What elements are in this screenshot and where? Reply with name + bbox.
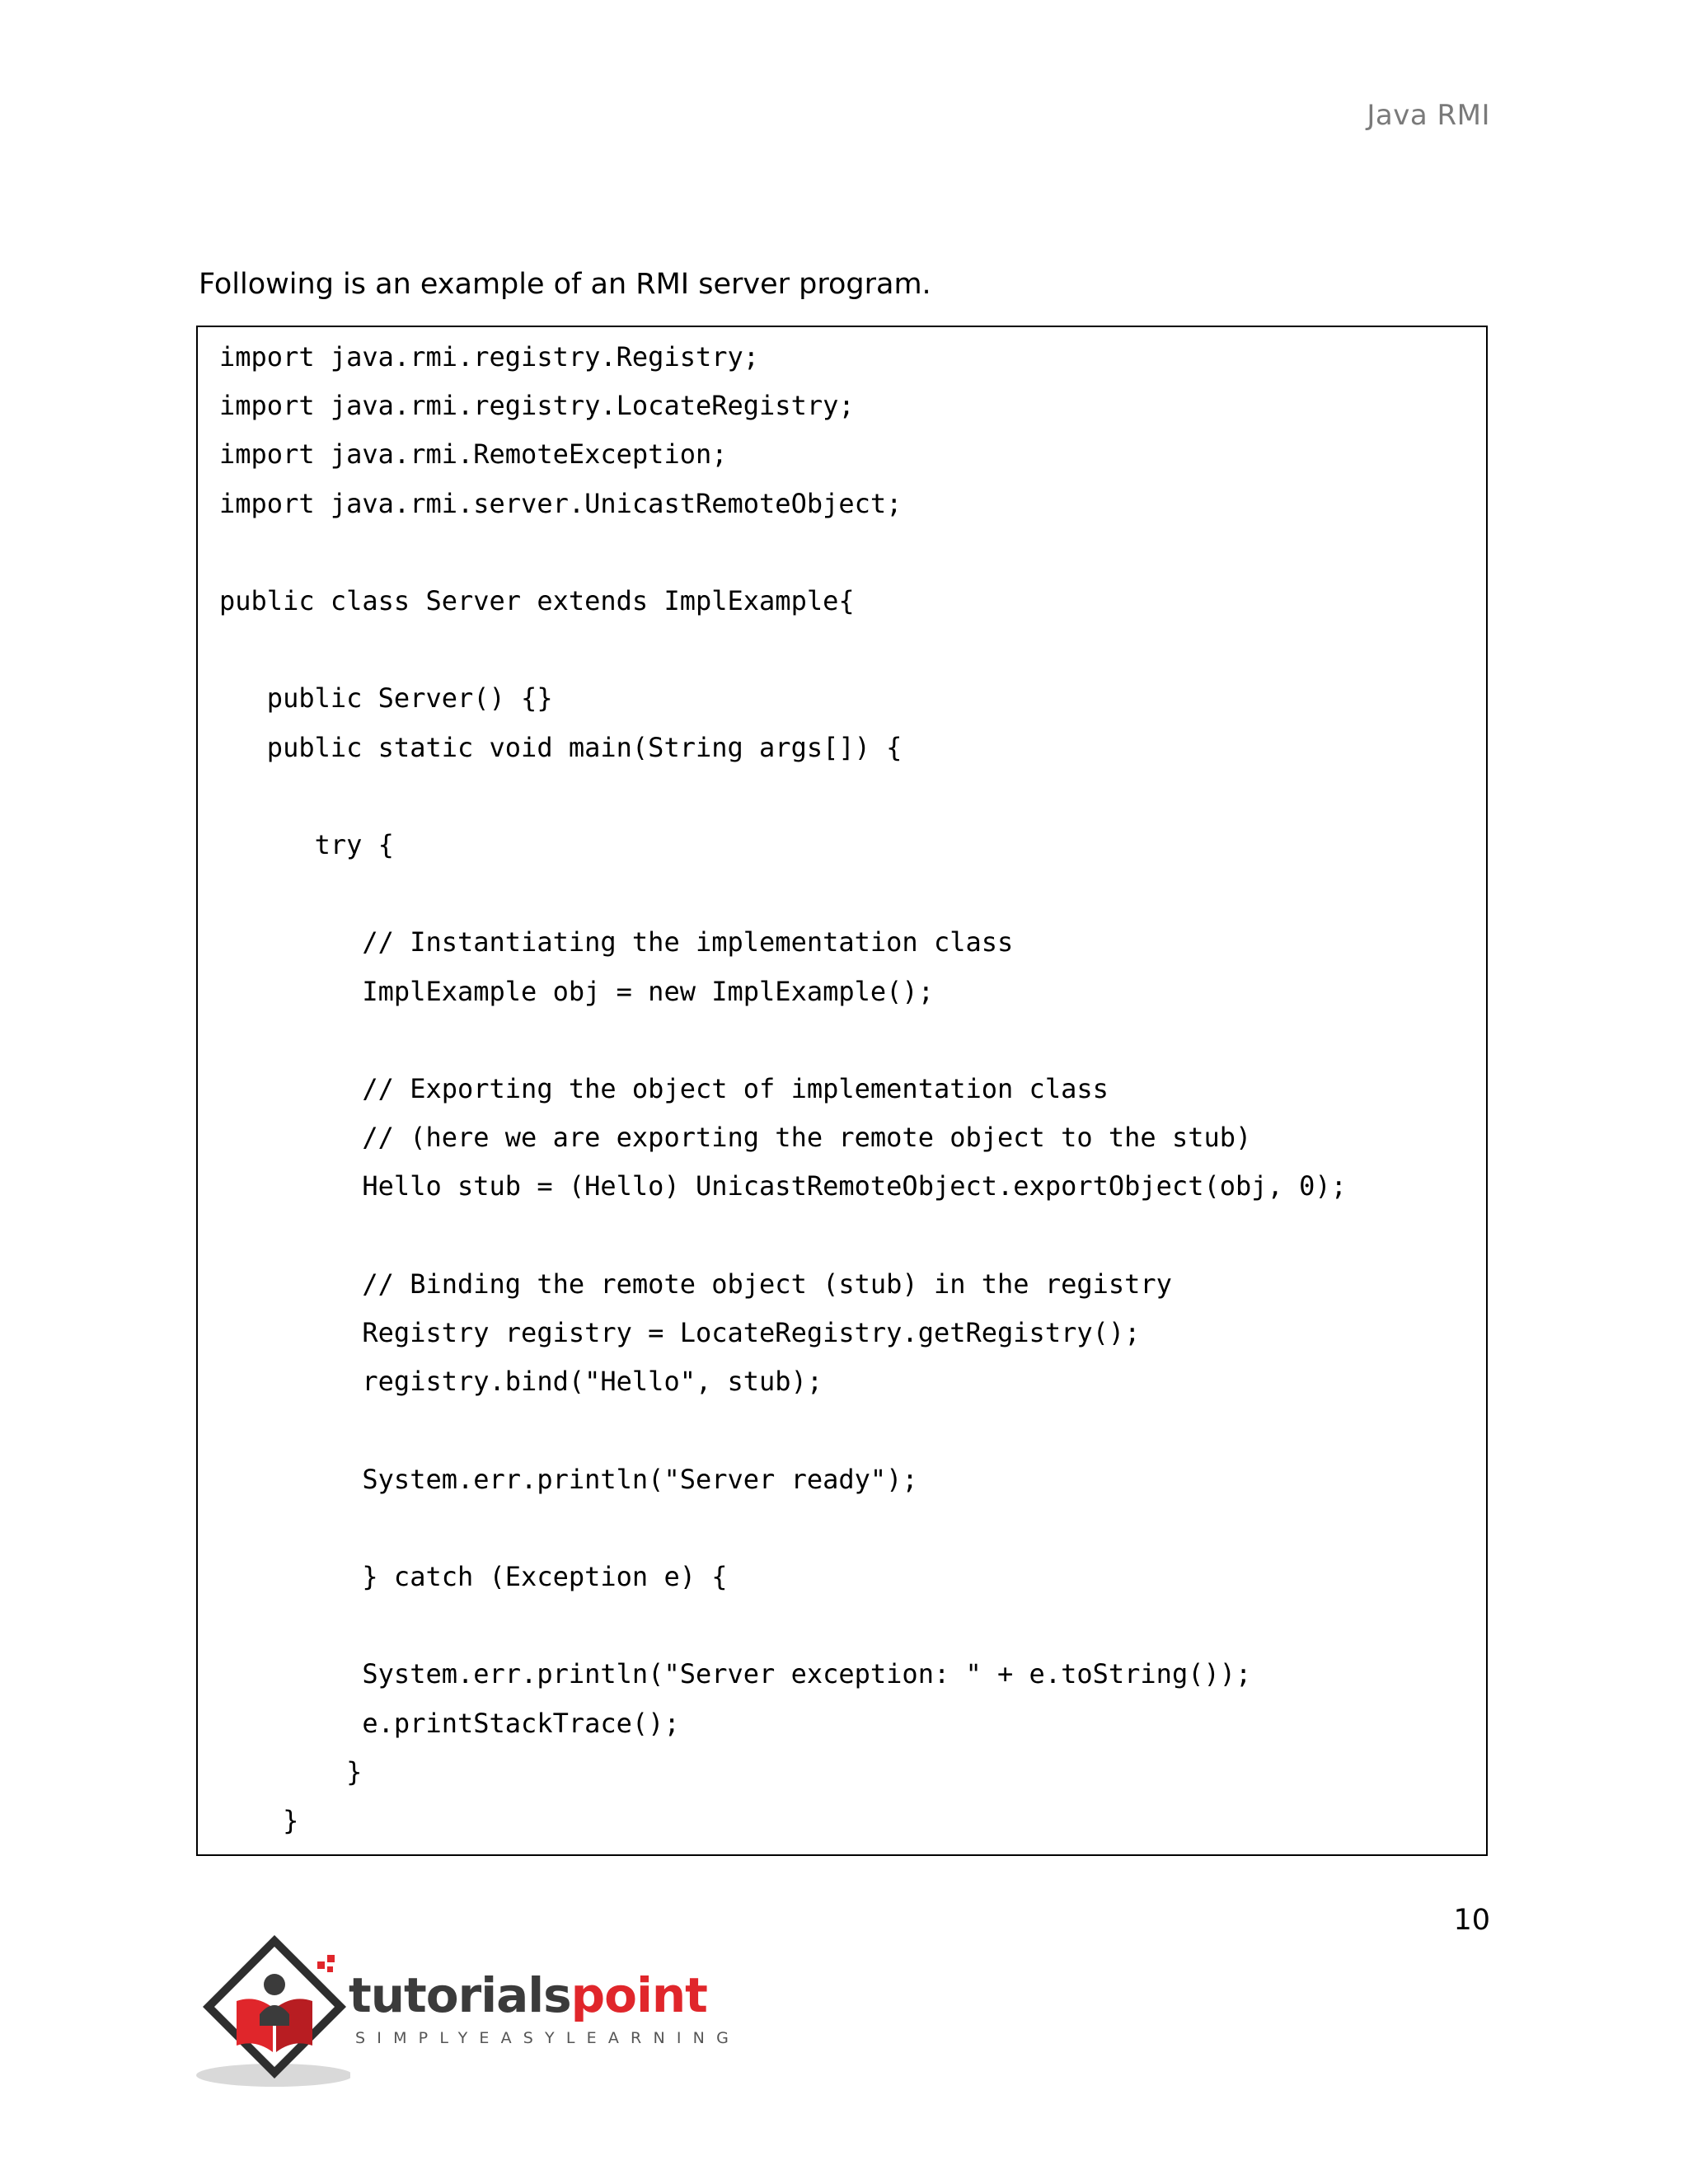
code-line: import java.rmi.server.UnicastRemoteObject; bbox=[219, 487, 903, 519]
tutorialspoint-logo bbox=[194, 1929, 740, 2093]
code-line: Hello stub = (Hello) UnicastRemoteObject.exportObject(obj, 0); bbox=[219, 1170, 1347, 1202]
code-line: System.err.println("Server exception: " + e.toString()); bbox=[219, 1658, 1252, 1690]
logo-tagline: SIMPLYEASYLEARNING bbox=[355, 2029, 740, 2047]
code-line: public class Server extends ImplExample{ bbox=[219, 585, 855, 616]
code-line: registry.bind("Hello", stub); bbox=[219, 1366, 823, 1398]
code-line: } catch (Exception e) { bbox=[219, 1561, 728, 1592]
code-line: import java.rmi.RemoteException; bbox=[219, 438, 728, 471]
code-line: // Binding the remote object (stub) in the registry bbox=[219, 1268, 1172, 1300]
code-line: Registry registry = LocateRegistry.getRegistry(); bbox=[219, 1317, 1141, 1348]
code-line: // (here we are exporting the remote object to the stub) bbox=[219, 1122, 1252, 1154]
logo-spark-3 bbox=[327, 1966, 333, 1972]
code-block bbox=[196, 326, 1488, 1856]
page-number: 10 bbox=[1453, 1904, 1490, 1937]
logo-spark-1 bbox=[317, 1961, 325, 1969]
code-line: } bbox=[219, 1755, 363, 1788]
logo-reader-head bbox=[264, 1974, 285, 1995]
code-line: try { bbox=[219, 829, 394, 860]
logo-word-point: point bbox=[570, 1967, 707, 2023]
logo-spark-2 bbox=[327, 1955, 335, 1962]
code-line: import java.rmi.registry.LocateRegistry; bbox=[219, 390, 855, 422]
code-line: ImplExample obj = new ImplExample(); bbox=[219, 975, 934, 1007]
code-line: public Server() {} bbox=[219, 682, 553, 715]
code-line: public static void main(String args[]) { bbox=[219, 731, 903, 763]
code-line: // Exporting the object of implementation class bbox=[219, 1073, 1109, 1104]
code-line: e.printStackTrace(); bbox=[219, 1707, 680, 1739]
code-line: System.err.println("Server ready"); bbox=[219, 1463, 918, 1495]
logo-emblem-icon bbox=[194, 1929, 350, 2093]
code-line: import java.rmi.registry.Registry; bbox=[219, 341, 760, 373]
logo-word-tutorials: tutorials bbox=[349, 1967, 571, 2023]
running-header-title: Java RMI bbox=[1367, 99, 1490, 132]
intro-paragraph: Following is an example of an RMI server program. bbox=[199, 268, 931, 301]
code-line: } bbox=[219, 1805, 299, 1836]
code-line: // Instantiating the implementation class bbox=[219, 926, 1014, 958]
logo-wordmark bbox=[349, 1967, 707, 2023]
